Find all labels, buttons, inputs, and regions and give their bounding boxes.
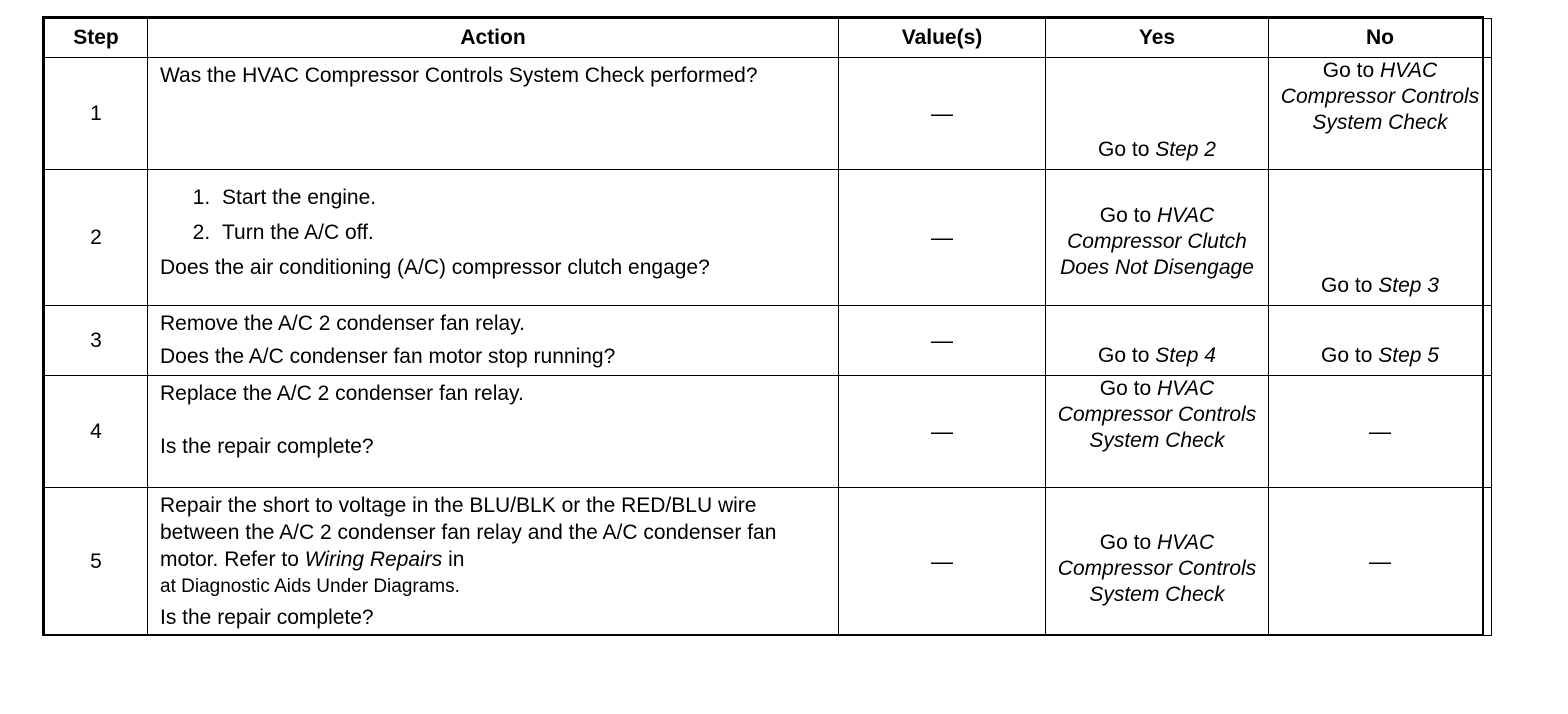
- no-cell[interactable]: [1269, 58, 1492, 170]
- spacer: [160, 407, 828, 433]
- action-text: Remove the A/C 2 condenser fan relay.: [160, 312, 525, 335]
- yes-link[interactable]: HVAC Compressor Controls System Check: [1057, 530, 1257, 606]
- action-text-suffix: in: [448, 548, 465, 571]
- action-text: [160, 492, 828, 573]
- yes-prefix: Go to: [1099, 203, 1152, 227]
- table-header-row: [45, 19, 1492, 58]
- yes-cell[interactable]: [1046, 58, 1269, 170]
- step-number: 5: [45, 488, 148, 636]
- yes-prefix: Go to: [1098, 138, 1150, 161]
- header-step: Step: [45, 19, 148, 58]
- step-number: 4: [45, 376, 148, 488]
- action-question: Does the air conditioning (A/C) compressor clutch engage?: [160, 256, 710, 279]
- step-number: 1: [45, 58, 148, 170]
- wiring-repairs-link[interactable]: Wiring Repairs: [304, 548, 443, 571]
- table-row: [45, 306, 1492, 376]
- value-cell: —: [839, 306, 1046, 376]
- action-cell: [148, 58, 839, 170]
- action-text-main: Repair the short to voltage in the BLU/BLK or the RED/BLU wire between the A/C 2 condenser fan relay and the A/C condenser fan motor. Refer to: [160, 494, 777, 571]
- list-item: 2. Turn the A/C off.: [216, 219, 828, 246]
- yes-prefix: Go to: [1099, 530, 1152, 554]
- no-cell[interactable]: [1269, 170, 1492, 306]
- no-prefix: Go to: [1321, 274, 1373, 297]
- action-cell: [148, 306, 839, 376]
- table-row: [45, 488, 1492, 636]
- yes-cell[interactable]: [1046, 170, 1269, 306]
- yes-link[interactable]: Step 2: [1155, 138, 1216, 161]
- step-number: 2: [45, 170, 148, 306]
- no-cell[interactable]: [1269, 306, 1492, 376]
- header-values: Value(s): [839, 19, 1046, 58]
- action-cell: [148, 170, 839, 306]
- action-list: [160, 184, 828, 246]
- yes-link[interactable]: HVAC Compressor Controls System Check: [1057, 377, 1257, 452]
- action-text: Replace the A/C 2 condenser fan relay.: [160, 382, 524, 405]
- action-cell: [148, 488, 839, 636]
- no-cell: —: [1269, 376, 1492, 488]
- yes-prefix: Go to: [1098, 344, 1150, 367]
- yes-cell[interactable]: [1046, 376, 1269, 488]
- yes-link[interactable]: HVAC Compressor Clutch Does Not Disengage: [1060, 203, 1254, 279]
- header-action: Action: [148, 19, 839, 58]
- no-link[interactable]: HVAC Compressor Controls System Check: [1280, 59, 1480, 134]
- list-item: 1. Start the engine.: [216, 184, 828, 211]
- diagnostic-table-page: [42, 16, 1484, 636]
- action-cell: [148, 376, 839, 488]
- no-link[interactable]: Step 3: [1378, 274, 1439, 297]
- no-link[interactable]: Step 5: [1378, 344, 1439, 367]
- no-prefix: Go to: [1321, 344, 1373, 367]
- value-cell: —: [839, 376, 1046, 488]
- table-row: [45, 58, 1492, 170]
- action-question: Is the repair complete?: [160, 606, 374, 629]
- header-yes: Yes: [1046, 19, 1269, 58]
- action-text: Was the HVAC Compressor Controls System Check performed?: [160, 64, 758, 87]
- table-row: [45, 376, 1492, 488]
- header-no: No: [1269, 19, 1492, 58]
- yes-prefix: Go to: [1099, 377, 1152, 400]
- no-prefix: Go to: [1322, 59, 1375, 82]
- value-cell: —: [839, 488, 1046, 636]
- action-question: Is the repair complete?: [160, 435, 374, 458]
- table-row: [45, 170, 1492, 306]
- value-cell: —: [839, 170, 1046, 306]
- yes-cell[interactable]: [1046, 306, 1269, 376]
- step-number: 3: [45, 306, 148, 376]
- action-question: Does the A/C condenser fan motor stop running?: [160, 345, 616, 368]
- no-cell: —: [1269, 488, 1492, 636]
- action-note: at Diagnostic Aids Under Diagrams.: [160, 576, 460, 597]
- yes-cell[interactable]: [1046, 488, 1269, 636]
- diagnostic-table: [44, 18, 1492, 636]
- value-cell: —: [839, 58, 1046, 170]
- yes-link[interactable]: Step 4: [1155, 344, 1216, 367]
